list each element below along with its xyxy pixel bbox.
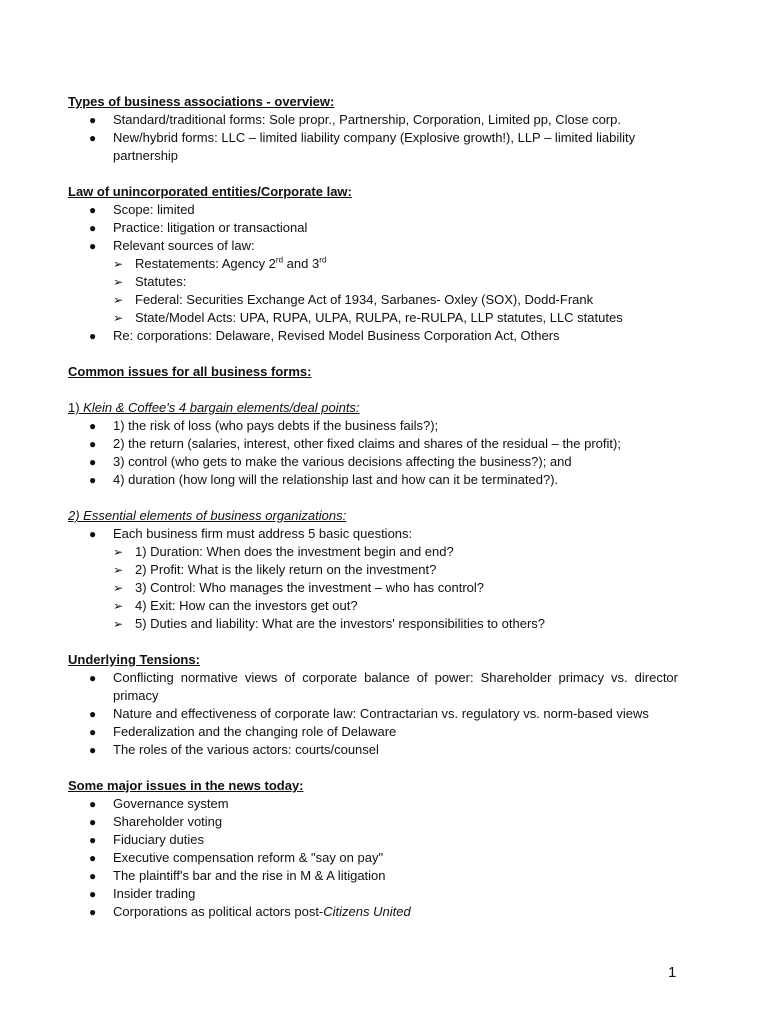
bullet-icon: ● [89, 203, 97, 217]
list-item [68, 417, 678, 435]
arrow-bullet-icon: ➢ [113, 257, 124, 271]
list-item-text: Insider trading [113, 886, 196, 901]
list-item-text: Shareholder voting [113, 814, 223, 829]
list-item [68, 831, 678, 849]
sub-list-item [68, 273, 678, 291]
bullet-icon: ● [89, 437, 97, 451]
list-item [68, 201, 678, 219]
bullet-icon: ● [89, 527, 97, 541]
list-bargain-elements [68, 417, 678, 489]
list-item-text: Federal: Securities Exchange Act of 1934, Sarbanes- Oxley (SOX), Dodd-Frank [135, 292, 594, 307]
list-item-text: State/Model Acts: UPA, RUPA, ULPA, RULPA, re-RULPA, LLP statutes, LLC statutes [135, 310, 623, 325]
list-item-text: Re: corporations: Delaware, Revised Model Business Corporation Act, Others [113, 328, 560, 343]
list-law [68, 201, 678, 345]
restatements-text: Restatements: Agency 2rd and 3rd [135, 255, 327, 271]
list-tensions [68, 669, 678, 759]
sub-list-item [68, 309, 678, 327]
list-item [68, 237, 678, 255]
bullet-icon: ● [89, 239, 97, 253]
list-item-text: Executive compensation reform & "say on pay" [113, 850, 384, 865]
list-item [68, 219, 678, 237]
arrow-bullet-icon: ➢ [113, 563, 124, 577]
sub-list-item [68, 561, 678, 579]
list-item-text: 2) the return (salaries, interest, other fixed claims and shares of the residual – the profit); [113, 436, 621, 451]
list-item-text: Fiduciary duties [113, 832, 205, 847]
list-item [68, 795, 678, 813]
bullet-icon: ● [89, 743, 97, 757]
bullet-icon: ● [89, 419, 97, 433]
list-item [68, 723, 678, 741]
arrow-bullet-icon: ➢ [113, 293, 124, 307]
list-item [68, 705, 678, 723]
list-item-text: New/hybrid forms: LLC – limited liability company (Explosive growth!), LLP – limited liability partnership [113, 130, 636, 163]
list-item-text: Scope: limited [113, 202, 195, 217]
list-item-text: Practice: litigation or transactional [113, 220, 308, 235]
bullet-icon: ● [89, 131, 97, 145]
bullet-icon: ● [89, 707, 97, 721]
bullet-icon: ● [89, 869, 97, 883]
list-item [68, 453, 678, 471]
sub-list-item [68, 255, 678, 273]
bullet-icon: ● [89, 329, 97, 343]
arrow-bullet-icon: ➢ [113, 617, 124, 631]
bullet-icon: ● [89, 905, 97, 919]
subheading-bargain-elements: 1) Klein & Coffee's 4 bargain elements/deal points: [68, 400, 360, 415]
bullet-icon: ● [89, 113, 97, 127]
list-major-issues [68, 795, 678, 921]
list-item-text: 3) Control: Who manages the investment – who has control? [135, 580, 485, 595]
list-item [68, 111, 678, 129]
arrow-bullet-icon: ➢ [113, 275, 124, 289]
list-item [68, 669, 678, 705]
subheading-essential-elements: 2) Essential elements of business organizations: [68, 508, 347, 523]
arrow-bullet-icon: ➢ [113, 545, 124, 559]
list-item [68, 849, 678, 867]
list-item-text: The plaintiff's bar and the rise in M & A litigation [113, 868, 386, 883]
bullet-icon: ● [89, 725, 97, 739]
list-item-text: Federalization and the changing role of Delaware [113, 724, 397, 739]
list-item [68, 813, 678, 831]
bullet-icon: ● [89, 815, 97, 829]
list-item [68, 867, 678, 885]
list-item-text: Statutes: [135, 274, 187, 289]
heading-common-issues: Common issues for all business forms: [68, 364, 312, 379]
list-item [68, 741, 678, 759]
sub-list-item [68, 543, 678, 561]
list-item-text: 1) Duration: When does the investment begin and end? [135, 544, 454, 559]
bullet-icon: ● [89, 221, 97, 235]
arrow-bullet-icon: ➢ [113, 581, 124, 595]
list-item-text: Each business firm must address 5 basic questions: [113, 526, 413, 541]
list-item-text: Relevant sources of law: [113, 238, 255, 253]
list-item-text: The roles of the various actors: courts/counsel [113, 742, 379, 757]
list-item [68, 471, 678, 489]
list-item-text: 5) Duties and liability: What are the investors' responsibilities to others? [135, 616, 546, 631]
list-item-text: 2) Profit: What is the likely return on the investment? [135, 562, 437, 577]
bullet-icon: ● [89, 887, 97, 901]
bullet-icon: ● [89, 455, 97, 469]
heading-types-of-business-associations: Types of business associations - overview: [68, 94, 335, 109]
document-body [68, 93, 678, 921]
list-item [68, 435, 678, 453]
list-essential-elements [68, 525, 678, 633]
list-item [68, 327, 678, 345]
page-number: 1 [668, 964, 677, 981]
list-item-text: Conflicting normative views of corporate balance of power: Shareholder primacy vs. director primacy [113, 670, 678, 703]
bullet-icon: ● [89, 473, 97, 487]
heading-law-of-unincorporated-entities: Law of unincorporated entities/Corporate law: [68, 184, 352, 199]
heading-major-issues: Some major issues in the news today: [68, 778, 304, 793]
list-item-text: Nature and effectiveness of corporate law: Contractarian vs. regulatory vs. norm-based views [113, 706, 649, 721]
sub-list-item [68, 615, 678, 633]
list-item-text: Governance system [113, 796, 229, 811]
list-item-text: 4) Exit: How can the investors get out? [135, 598, 358, 613]
bullet-icon: ● [89, 671, 97, 685]
list-item-text: Corporations as political actors post-Citizens United [113, 904, 411, 919]
bullet-icon: ● [89, 851, 97, 865]
bullet-icon: ● [89, 797, 97, 811]
list-item-text: 1) the risk of loss (who pays debts if the business fails?); [113, 418, 439, 433]
list-item-text: 3) control (who gets to make the various decisions affecting the business?); and [113, 454, 572, 469]
sub-list-item [68, 579, 678, 597]
list-item [68, 525, 678, 543]
list-item [68, 885, 678, 903]
list-item [68, 903, 678, 921]
arrow-bullet-icon: ➢ [113, 311, 124, 325]
bullet-icon: ● [89, 833, 97, 847]
sub-list-item [68, 597, 678, 615]
list-item-text: Standard/traditional forms: Sole propr., Partnership, Corporation, Limited pp, Close corp. [113, 112, 621, 127]
heading-underlying-tensions: Underlying Tensions: [68, 652, 200, 667]
list-types [68, 111, 678, 165]
list-item-text: 4) duration (how long will the relationship last and how can it be terminated?). [113, 472, 559, 487]
arrow-bullet-icon: ➢ [113, 599, 124, 613]
list-item [68, 129, 678, 165]
sub-list-item [68, 291, 678, 309]
